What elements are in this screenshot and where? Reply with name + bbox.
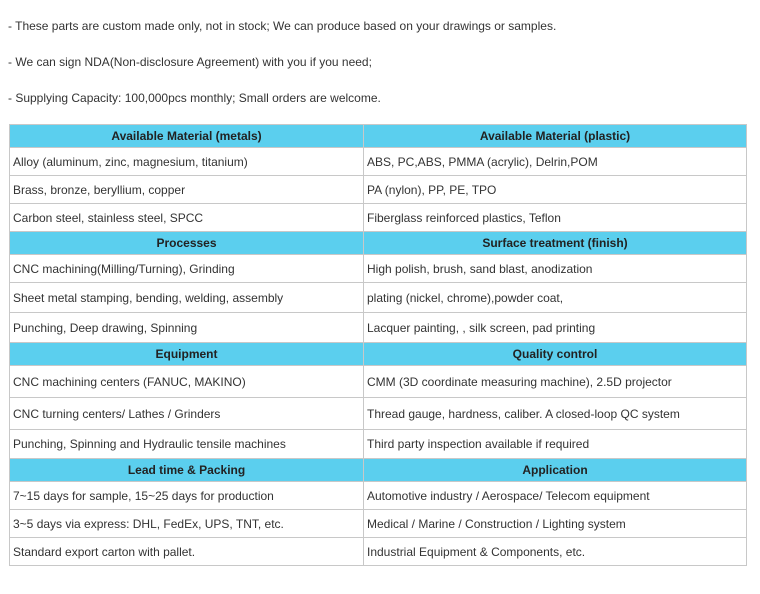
header-materials-metals: Available Material (metals) bbox=[10, 125, 364, 148]
table-cell: Standard export carton with pallet. bbox=[10, 538, 364, 566]
table-cell: CMM (3D coordinate measuring machine), 2.5D projector bbox=[364, 366, 747, 398]
header-lead-time-packing: Lead time & Packing bbox=[10, 459, 364, 482]
table-cell: Lacquer painting, , silk screen, pad printing bbox=[364, 313, 747, 343]
section-header-equipment bbox=[10, 343, 747, 366]
table-row bbox=[10, 510, 747, 538]
table-cell: Punching, Deep drawing, Spinning bbox=[10, 313, 364, 343]
table-cell: 3~5 days via express: DHL, FedEx, UPS, TNT, etc. bbox=[10, 510, 364, 538]
table-row bbox=[10, 538, 747, 566]
header-materials-plastic: Available Material (plastic) bbox=[364, 125, 747, 148]
table-row bbox=[10, 398, 747, 430]
header-processes: Processes bbox=[10, 232, 364, 255]
table-cell: High polish, brush, sand blast, anodization bbox=[364, 255, 747, 283]
note-nda: - We can sign NDA(Non-disclosure Agreement) with you if you need; bbox=[8, 55, 372, 69]
table-cell: CNC machining centers (FANUC, MAKINO) bbox=[10, 366, 364, 398]
table-cell: Thread gauge, hardness, caliber. A closed-loop QC system bbox=[364, 398, 747, 430]
table-cell: plating (nickel, chrome),powder coat, bbox=[364, 283, 747, 313]
table-row bbox=[10, 366, 747, 398]
table-cell: 7~15 days for sample, 15~25 days for production bbox=[10, 482, 364, 510]
table-cell: ABS, PC,ABS, PMMA (acrylic), Delrin,POM bbox=[364, 148, 747, 176]
table-cell: Medical / Marine / Construction / Lighting system bbox=[364, 510, 747, 538]
table-cell: Brass, bronze, beryllium, copper bbox=[10, 176, 364, 204]
capabilities-table bbox=[9, 124, 747, 566]
header-surface-treatment: Surface treatment (finish) bbox=[364, 232, 747, 255]
section-header-materials bbox=[10, 125, 747, 148]
table-row bbox=[10, 482, 747, 510]
table-cell: Alloy (aluminum, zinc, magnesium, titanium) bbox=[10, 148, 364, 176]
table-row bbox=[10, 283, 747, 313]
table-cell: CNC turning centers/ Lathes / Grinders bbox=[10, 398, 364, 430]
table-row bbox=[10, 313, 747, 343]
section-header-lead-time bbox=[10, 459, 747, 482]
table-cell: PA (nylon), PP, PE, TPO bbox=[364, 176, 747, 204]
table-cell: Sheet metal stamping, bending, welding, assembly bbox=[10, 283, 364, 313]
table-cell: CNC machining(Milling/Turning), Grinding bbox=[10, 255, 364, 283]
table-row bbox=[10, 255, 747, 283]
table-row bbox=[10, 148, 747, 176]
table-cell: Automotive industry / Aerospace/ Telecom equipment bbox=[364, 482, 747, 510]
table-cell: Carbon steel, stainless steel, SPCC bbox=[10, 204, 364, 232]
section-header-processes bbox=[10, 232, 747, 255]
header-equipment: Equipment bbox=[10, 343, 364, 366]
table-cell: Third party inspection available if required bbox=[364, 430, 747, 459]
table-cell: Punching, Spinning and Hydraulic tensile machines bbox=[10, 430, 364, 459]
table-cell: Fiberglass reinforced plastics, Teflon bbox=[364, 204, 747, 232]
header-application: Application bbox=[364, 459, 747, 482]
table-cell: Industrial Equipment & Components, etc. bbox=[364, 538, 747, 566]
table-row bbox=[10, 176, 747, 204]
table-row bbox=[10, 430, 747, 459]
note-supplying-capacity: - Supplying Capacity: 100,000pcs monthly; Small orders are welcome. bbox=[8, 91, 381, 105]
note-custom-made: - These parts are custom made only, not in stock; We can produce based on your drawings or samples. bbox=[8, 19, 557, 33]
header-quality-control: Quality control bbox=[364, 343, 747, 366]
table-row bbox=[10, 204, 747, 232]
